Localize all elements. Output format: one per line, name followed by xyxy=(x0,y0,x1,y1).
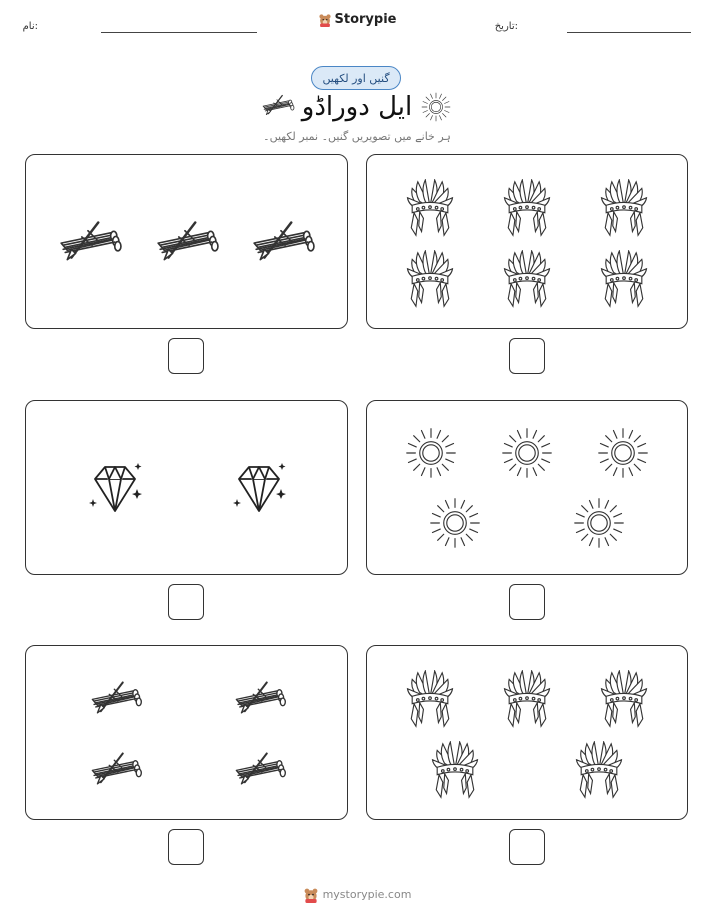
count-panel-2 xyxy=(25,154,348,329)
answer-box-2[interactable] xyxy=(168,338,204,374)
answer-box-4[interactable] xyxy=(168,584,204,620)
count-panel-3 xyxy=(366,400,688,575)
name-label: نام: xyxy=(22,21,38,32)
raft-icon xyxy=(250,217,316,261)
worksheet-title: ایل دوراڈو xyxy=(301,92,413,122)
brand-logo xyxy=(0,12,714,27)
sun-icon xyxy=(597,427,649,479)
headdress-icon xyxy=(500,179,554,239)
sun-icon xyxy=(421,92,451,122)
sun-icon xyxy=(405,427,457,479)
footer xyxy=(0,887,714,903)
answer-box-1[interactable] xyxy=(509,338,545,374)
raft-icon xyxy=(154,217,220,261)
headdress-icon xyxy=(428,741,482,801)
headdress-icon xyxy=(572,741,626,801)
count-panel-6 xyxy=(25,645,348,820)
headdress-icon xyxy=(597,670,651,730)
headdress-icon xyxy=(597,179,651,239)
sun-icon xyxy=(573,497,625,549)
bear-icon xyxy=(303,887,319,903)
sun-icon xyxy=(429,497,481,549)
answer-box-6[interactable] xyxy=(168,829,204,865)
headdress-icon xyxy=(403,250,457,310)
raft-icon xyxy=(89,678,143,714)
headdress-icon xyxy=(597,250,651,310)
bear-icon xyxy=(318,13,332,27)
raft-icon xyxy=(57,217,123,261)
sun-icon xyxy=(501,427,553,479)
count-panel-5 xyxy=(366,645,688,820)
raft-icon xyxy=(89,749,143,785)
footer-url[interactable]: mystorypie.com xyxy=(322,888,412,901)
raft-icon xyxy=(233,749,287,785)
count-panel-1 xyxy=(366,154,688,329)
diamond-icon xyxy=(229,461,289,517)
answer-box-5[interactable] xyxy=(509,829,545,865)
headdress-icon xyxy=(500,250,554,310)
headdress-icon xyxy=(500,670,554,730)
date-field[interactable] xyxy=(567,32,691,33)
diamond-icon xyxy=(85,461,145,517)
brand-name: Storypie xyxy=(334,12,397,27)
worksheet-badge: گنیں اور لکھیں xyxy=(311,66,401,90)
headdress-icon xyxy=(403,179,457,239)
count-panel-4 xyxy=(25,400,348,575)
date-label: تاریخ: xyxy=(494,21,518,32)
name-field[interactable] xyxy=(101,32,257,33)
raft-icon xyxy=(233,678,287,714)
answer-box-3[interactable] xyxy=(509,584,545,620)
worksheet-instruction: ہر خانے میں تصویریں گنیں۔ نمبر لکھیں۔ xyxy=(263,130,451,143)
headdress-icon xyxy=(403,670,457,730)
